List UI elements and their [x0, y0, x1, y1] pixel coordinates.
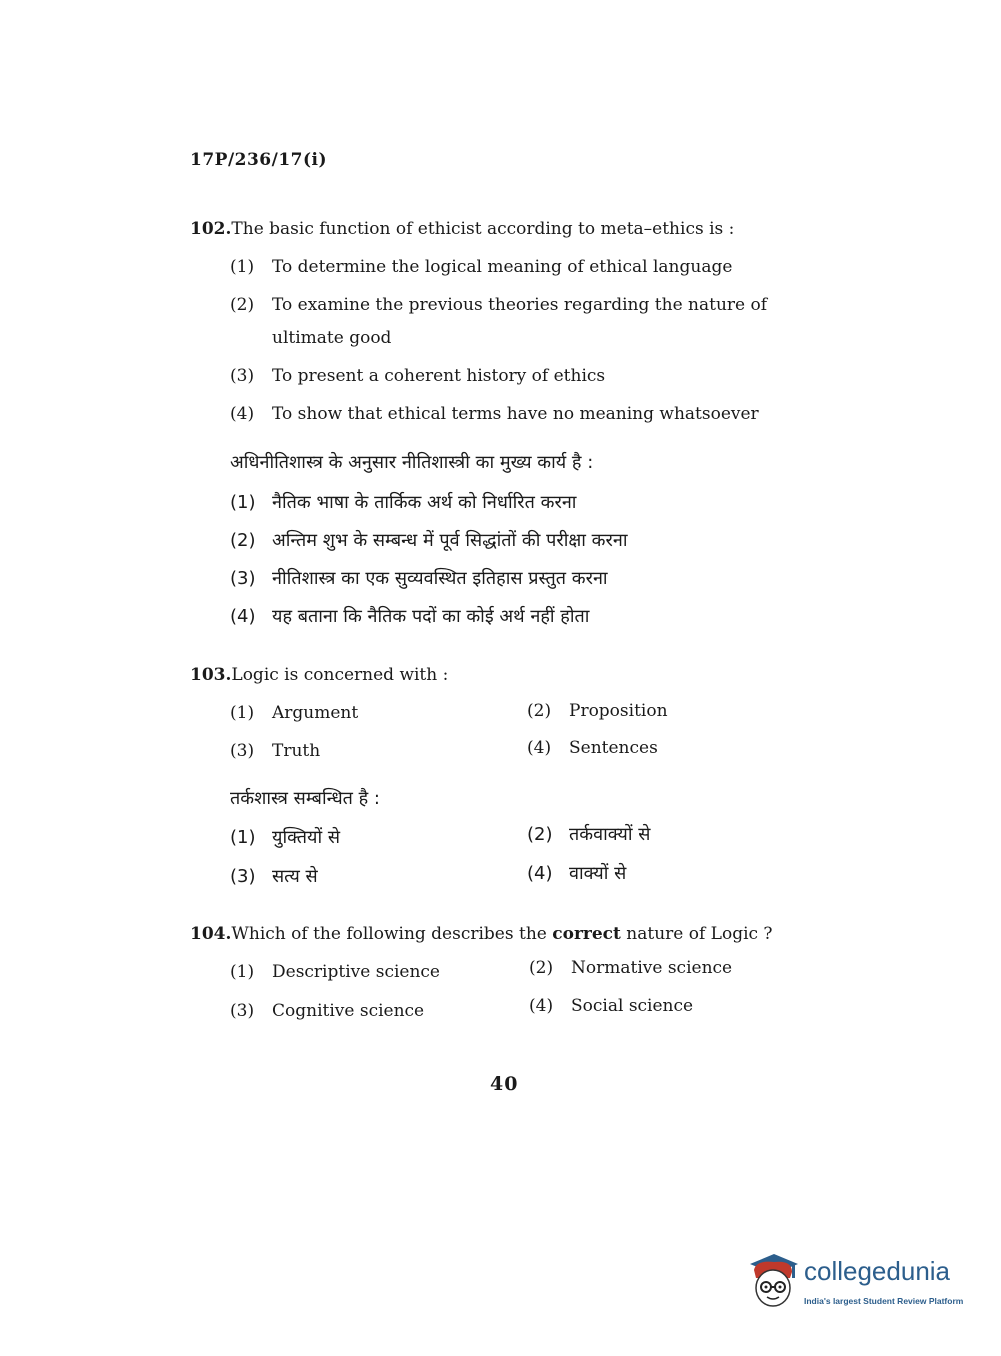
option-text: वाक्यों से [569, 863, 627, 884]
option-103-hindi-3 [230, 864, 318, 888]
option-number: (3) [230, 866, 256, 887]
option-number: (1) [230, 257, 255, 277]
option-103-hindi-2 [527, 822, 650, 846]
option-number: (3) [230, 568, 256, 589]
logo-tagline: India's largest Student Review Platform [804, 1296, 964, 1306]
option-102-hindi-4 [230, 604, 589, 628]
option-number: (2) [527, 824, 553, 845]
option-103-hindi-4 [527, 861, 626, 885]
option-103-1 [230, 703, 358, 723]
option-text: नैतिक भाषा के तार्किक अर्थ को निर्धारित करना [272, 492, 577, 513]
option-number: (2) [527, 701, 552, 721]
option-number: (2) [230, 295, 255, 315]
option-number: (3) [230, 366, 255, 386]
question-text: The basic function of ethicist according to meta–ethics is : [231, 219, 735, 239]
option-103-4 [527, 738, 658, 758]
option-text: Descriptive science [272, 962, 440, 982]
option-text: Sentences [569, 738, 658, 758]
option-102-1 [230, 257, 732, 277]
option-text: अन्तिम शुभ के सम्बन्ध में पूर्व सिद्धांतों की परीक्षा करना [272, 530, 628, 551]
option-104-3 [230, 1001, 424, 1021]
option-number: (3) [230, 1001, 255, 1021]
option-text: Normative science [571, 958, 733, 978]
question-104 [190, 924, 773, 944]
page-number: 40 [490, 1073, 519, 1095]
option-104-2 [529, 958, 732, 978]
option-text: Truth [272, 741, 321, 761]
option-number: (4) [230, 606, 256, 627]
question-text: Logic is concerned with : [231, 665, 449, 685]
option-104-1 [230, 962, 440, 982]
question-number: 103. [190, 665, 232, 685]
option-102-2-continued: ultimate good [272, 328, 392, 348]
option-text: युक्तियों से [272, 827, 341, 848]
option-103-2 [527, 701, 668, 721]
option-text: To show that ethical terms have no meaning whatsoever [272, 404, 759, 424]
option-number: (2) [230, 530, 256, 551]
option-number: (4) [529, 996, 554, 1016]
option-text: तर्कवाक्यों से [569, 824, 651, 845]
mascot-icon [742, 1248, 802, 1314]
option-text: To examine the previous theories regarding the nature of [272, 295, 768, 315]
question-number: 102. [190, 219, 232, 239]
option-text: यह बताना कि नैतिक पदों का कोई अर्थ नहीं होता [272, 606, 590, 627]
collegedunia-logo[interactable] [742, 1248, 972, 1318]
option-text: Social science [571, 996, 694, 1016]
option-102-hindi-3 [230, 566, 608, 590]
option-number: (1) [230, 827, 256, 848]
question-text: Which of the following describes the [231, 924, 553, 944]
logo-wordmark: collegedunia [804, 1256, 951, 1286]
question-emphasis: correct [552, 924, 621, 944]
question-number: 104. [190, 924, 232, 944]
option-text: Proposition [569, 701, 668, 721]
option-number: (1) [230, 492, 256, 513]
question-103 [190, 665, 448, 685]
question-102-hindi: अधिनीतिशास्त्र के अनुसार नीतिशास्त्री का मुख्य कार्य है : [230, 452, 594, 473]
option-104-4 [529, 996, 693, 1016]
option-103-3 [230, 741, 320, 761]
option-102-hindi-2 [230, 528, 627, 552]
option-text: Cognitive science [272, 1001, 425, 1021]
option-text: To determine the logical meaning of ethical language [272, 257, 733, 277]
option-number: (4) [527, 863, 553, 884]
option-102-3 [230, 366, 605, 386]
option-102-hindi-1 [230, 490, 576, 514]
option-text: To present a coherent history of ethics [272, 366, 606, 386]
question-103-hindi: तर्कशास्त्र सम्बन्धित है : [230, 788, 380, 809]
option-number: (1) [230, 962, 255, 982]
option-103-hindi-1 [230, 825, 340, 849]
option-text: सत्य से [272, 866, 318, 887]
question-102 [190, 219, 734, 239]
option-number: (3) [230, 741, 255, 761]
option-number: (4) [230, 404, 255, 424]
paper-code: 17P/236/17(i) [190, 150, 328, 170]
question-text-end: nature of Logic ? [620, 924, 773, 944]
option-text: Argument [272, 703, 359, 723]
option-text: नीतिशास्त्र का एक सुव्यवस्थित इतिहास प्रस्तुत करना [272, 568, 608, 589]
option-number: (4) [527, 738, 552, 758]
option-102-2 [230, 295, 767, 315]
option-number: (2) [529, 958, 554, 978]
option-number: (1) [230, 703, 255, 723]
option-102-4 [230, 404, 759, 424]
